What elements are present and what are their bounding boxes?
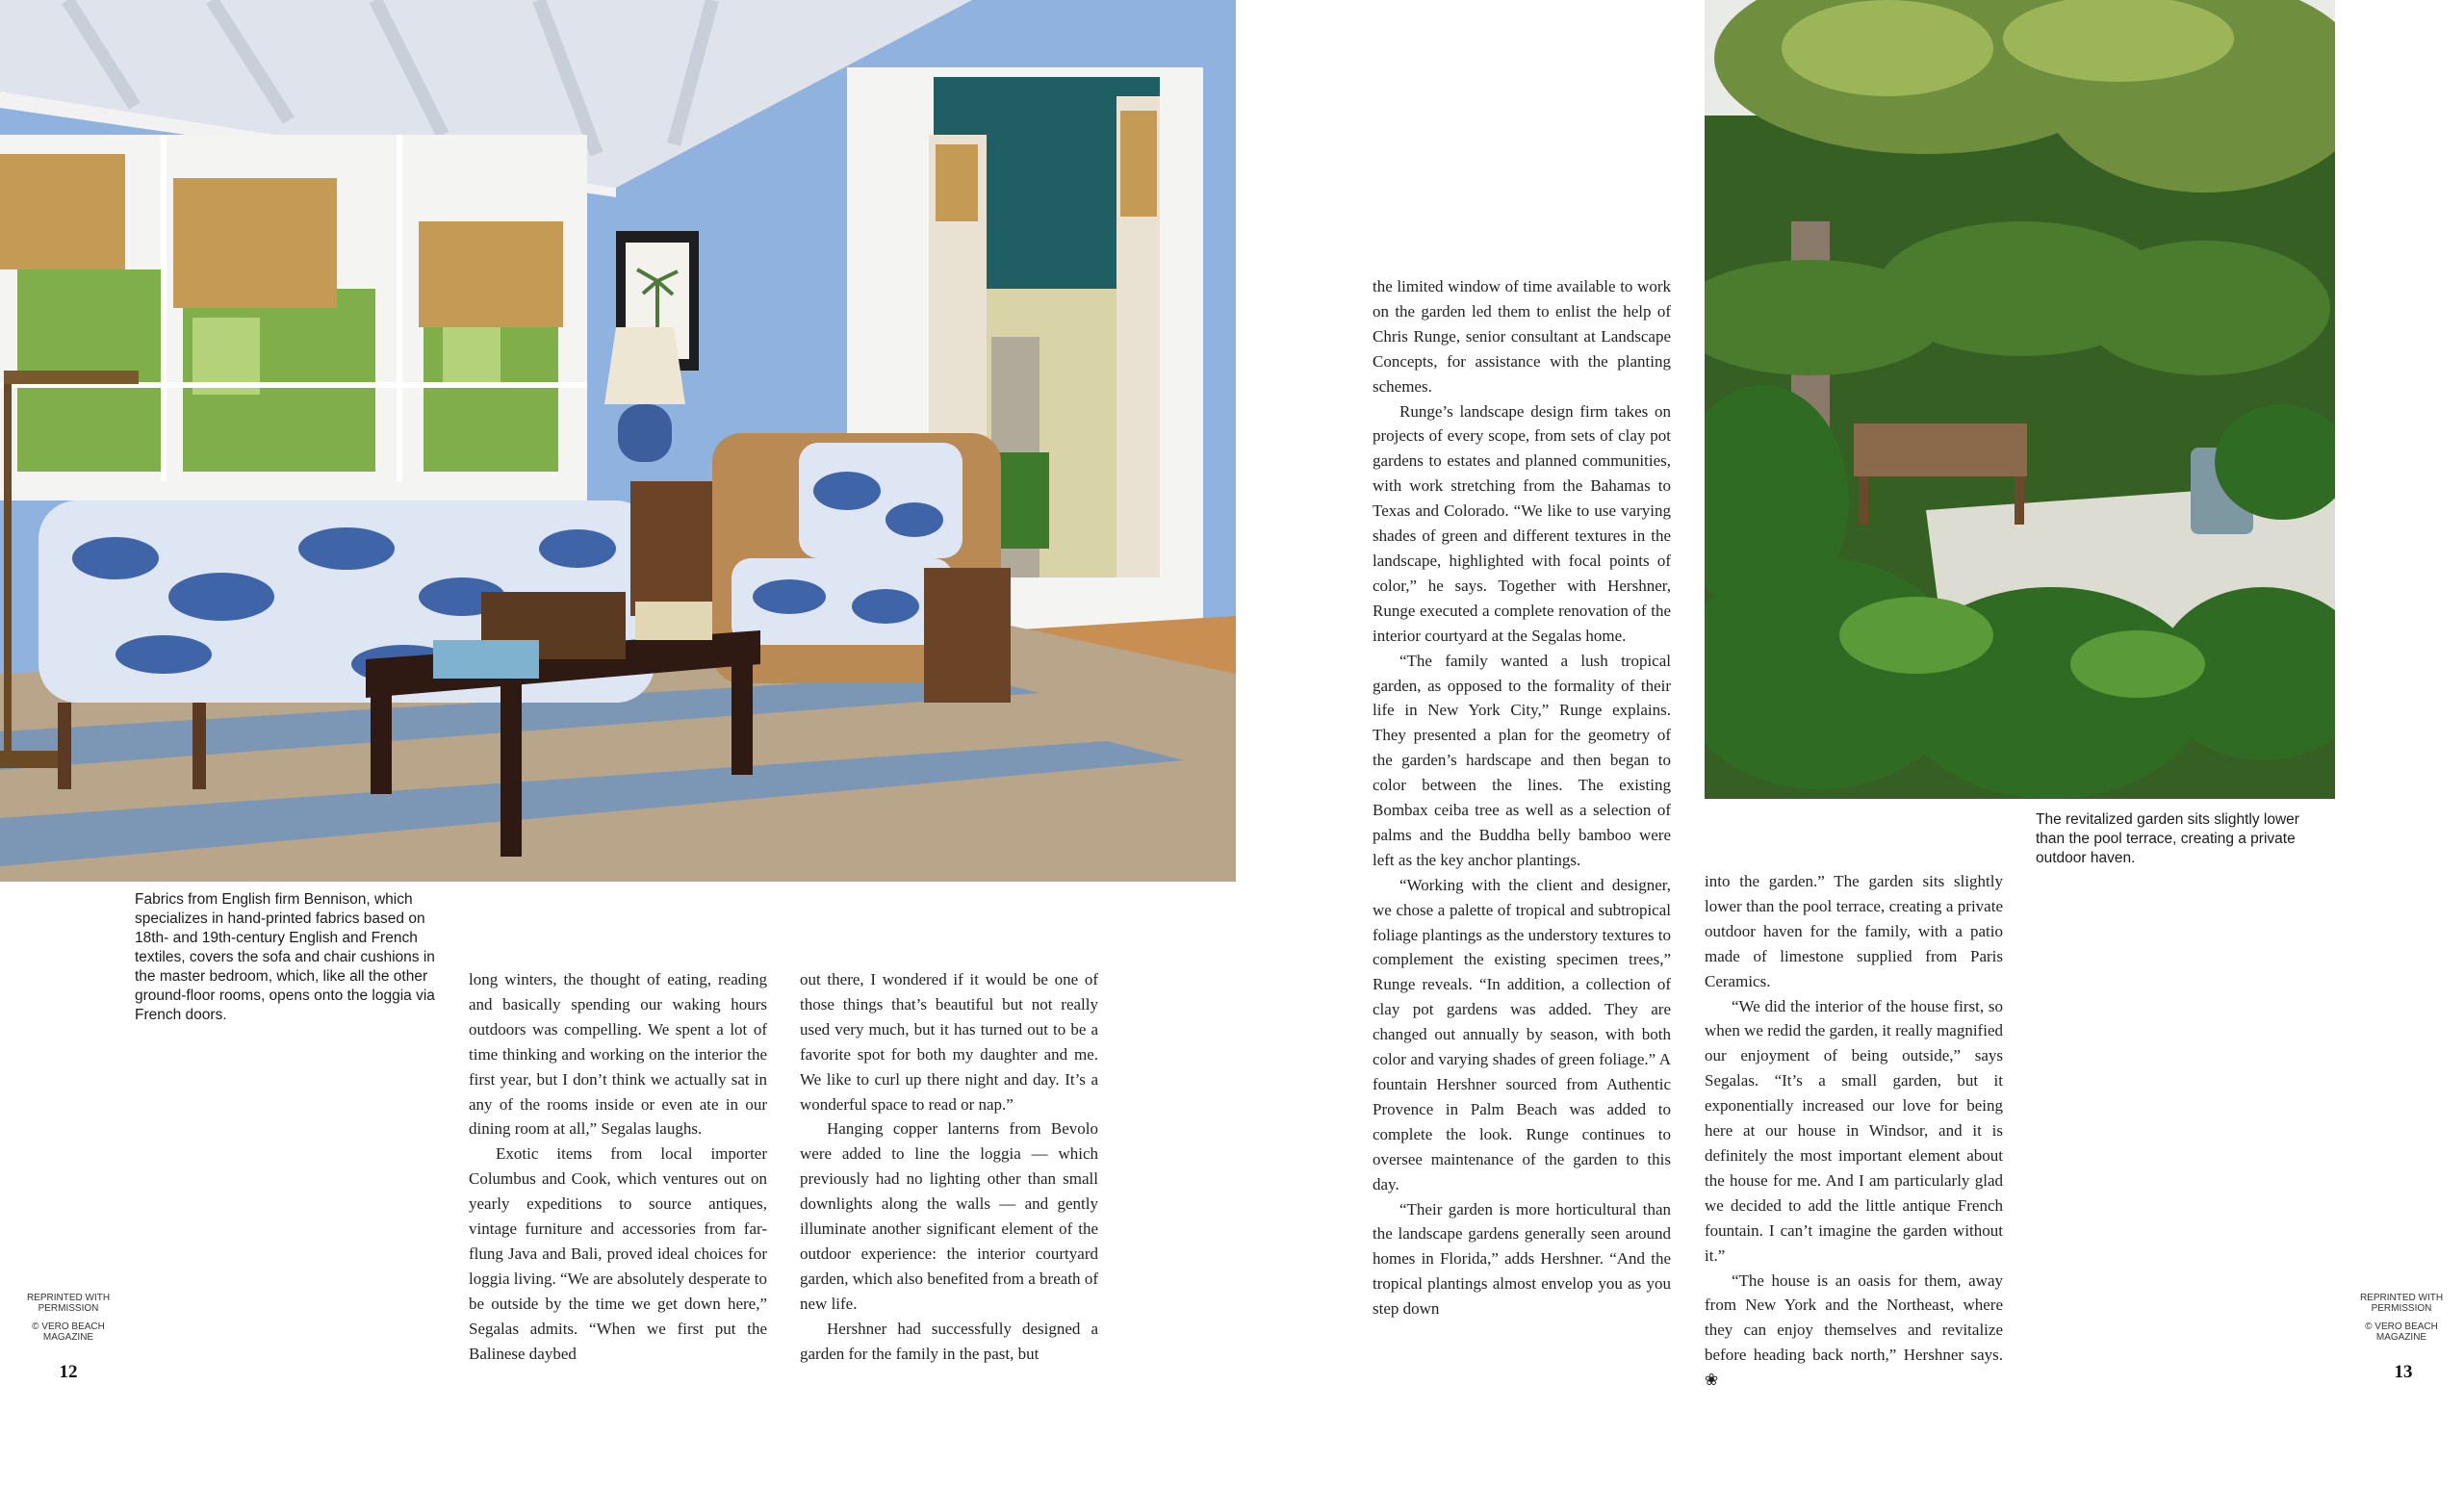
article-paragraph: long winters, the thought of eating, reading and basically spending our waking hours outdoors was compelling. We spent a lot of time thinking and working on the interior the first year, but I don’t think we actually sat in any of the rooms inside or even ate in our dining room at all,” Segalas laughs. — [469, 970, 767, 1139]
bedroom-photo — [0, 0, 1236, 882]
reprint-credit-right — [2348, 1293, 2454, 1343]
credit-line: PERMISSION — [2371, 1303, 2432, 1314]
credit-line: MAGAZINE — [2375, 1332, 2427, 1343]
article-paragraph: “Their garden is more horticultural than the landscape gardens generally seen around homes in Florida,” adds Hershner. “And the tropical plantings almost envelop you as you step down — [1373, 1199, 1671, 1319]
bedroom-photo-illustration — [0, 0, 1236, 882]
article-paragraph: Exotic items from local importer Columbus and Cook, which ventures out on yearly expeditions to source antiques, vintage furniture and accessories from far-flung Java and Bali, proved ideal choices for loggia living. “We are absolutely desperate to be outside by the time we get down here,” Segalas admits. “When we first put the Balinese daybed — [469, 1144, 767, 1363]
article-paragraph: the limited window of time available to work on the garden led them to enlist the help of Chris Runge, senior consultant at Landscape Concepts, for assistance with the planting schemes. — [1373, 277, 1671, 396]
garden-photo — [1705, 0, 2335, 799]
caption-garden: The revitalized garden sits slightly lower than the pool terrace, creating a private outdoor haven. — [2036, 811, 2299, 866]
article-column-2 — [800, 967, 1098, 1367]
credit-line: © VERO BEACH — [2365, 1321, 2438, 1332]
credit-line: © VERO BEACH — [32, 1321, 105, 1332]
article-paragraph: out there, I wondered if it would be one of those things that’s beautiful but not really used very much, but it has turned out to be a favorite spot for both my daughter and me. We like to curl up there night and day. It’s a wonderful space to read or nap.” — [800, 970, 1098, 1114]
article-column-3 — [1373, 274, 1671, 1321]
article-paragraph: Runge’s landscape design firm takes on projects of every scope, from sets of clay pot gardens to estates and planned communities, with work stretching from the Bahamas to Texas and Colorado. “We like to use varying shades of green and different textures in the landscape, highlighted with focal points of color,” he says. Together with Hershner, Runge executed a complete renovation of the interior courtyard at the Segalas home. — [1373, 401, 1671, 645]
article-paragraph: “The house is an oasis for them, away from New York and the Northeast, where they can enjoy themselves and revitalize before heading back north,” Hershner says. ❀ — [1705, 1270, 2003, 1390]
article-paragraph: “Working with the client and designer, we chose a palette of tropical and subtropical foliage plantings as the understory textures to complement the existing specimen trees,” Runge reveals. “In addition, a collection of clay pot gardens was added. They are changed out annually by season, with both color and varying shades of green foliage.” A fountain Hershner sourced from Authentic Provence in Palm Beach was added to complete the look. Runge continues to oversee maintenance of the garden to this day. — [1373, 875, 1671, 1193]
article-paragraph: into the garden.” The garden sits slightly lower than the pool terrace, creating a private outdoor haven for the family, with a patio made of limestone supplied from Paris Ceramics. — [1705, 872, 2003, 990]
article-paragraph: “We did the interior of the house first, so when we redid the garden, it really magnified our enjoyment of being outside,” says Segalas. “It’s a small garden, but it exponentially increased our love for being here at our house in Windsor, and it is definitely the most important element about the house for me. And I am particularly glad we decided to add the little antique French fountain. I can’t imagine the garden without it.” — [1705, 996, 2003, 1265]
article-column-1 — [469, 967, 767, 1367]
article-paragraph: Hanging copper lanterns from Bevolo were added to line the loggia — which previously had no lighting other than small downlights along the walls — and gently illuminate another significant element of the outdoor experience: the interior courtyard garden, which also benefited from a breath of new life. — [800, 1119, 1098, 1313]
article-paragraph: “The family wanted a lush tropical garden, as opposed to the formality of their life in New York City,” Runge explains. They presented a plan for the geometry of the garden’s hardscape and then began to color between the lines. The existing Bombax ceiba tree as well as a selection of palms and the Buddha belly bamboo were left as the key anchor plantings. — [1373, 651, 1671, 869]
credit-line: MAGAZINE — [42, 1332, 94, 1343]
credit-line: REPRINTED WITH — [2359, 1293, 2444, 1303]
reprint-credit-left — [15, 1293, 121, 1343]
credit-line: PERMISSION — [38, 1303, 99, 1314]
article-paragraph: Hershner had successfully designed a garden for the family in the past, but — [800, 1319, 1098, 1363]
page-number-left: 12 — [59, 1362, 78, 1382]
garden-photo-illustration — [1705, 0, 2335, 799]
caption-bedroom: Fabrics from English firm Bennison, which specializes in hand-printed fabrics based on 18th- and 19th-century English and French textiles, covers the sofa and chair cushions in the master bedroom, which, like all the other ground-floor rooms, opens onto the loggia via French doors. — [135, 891, 435, 1023]
page-number-right: 13 — [2394, 1362, 2413, 1382]
article-column-4 — [1705, 869, 2003, 1393]
credit-line: REPRINTED WITH — [26, 1293, 111, 1303]
